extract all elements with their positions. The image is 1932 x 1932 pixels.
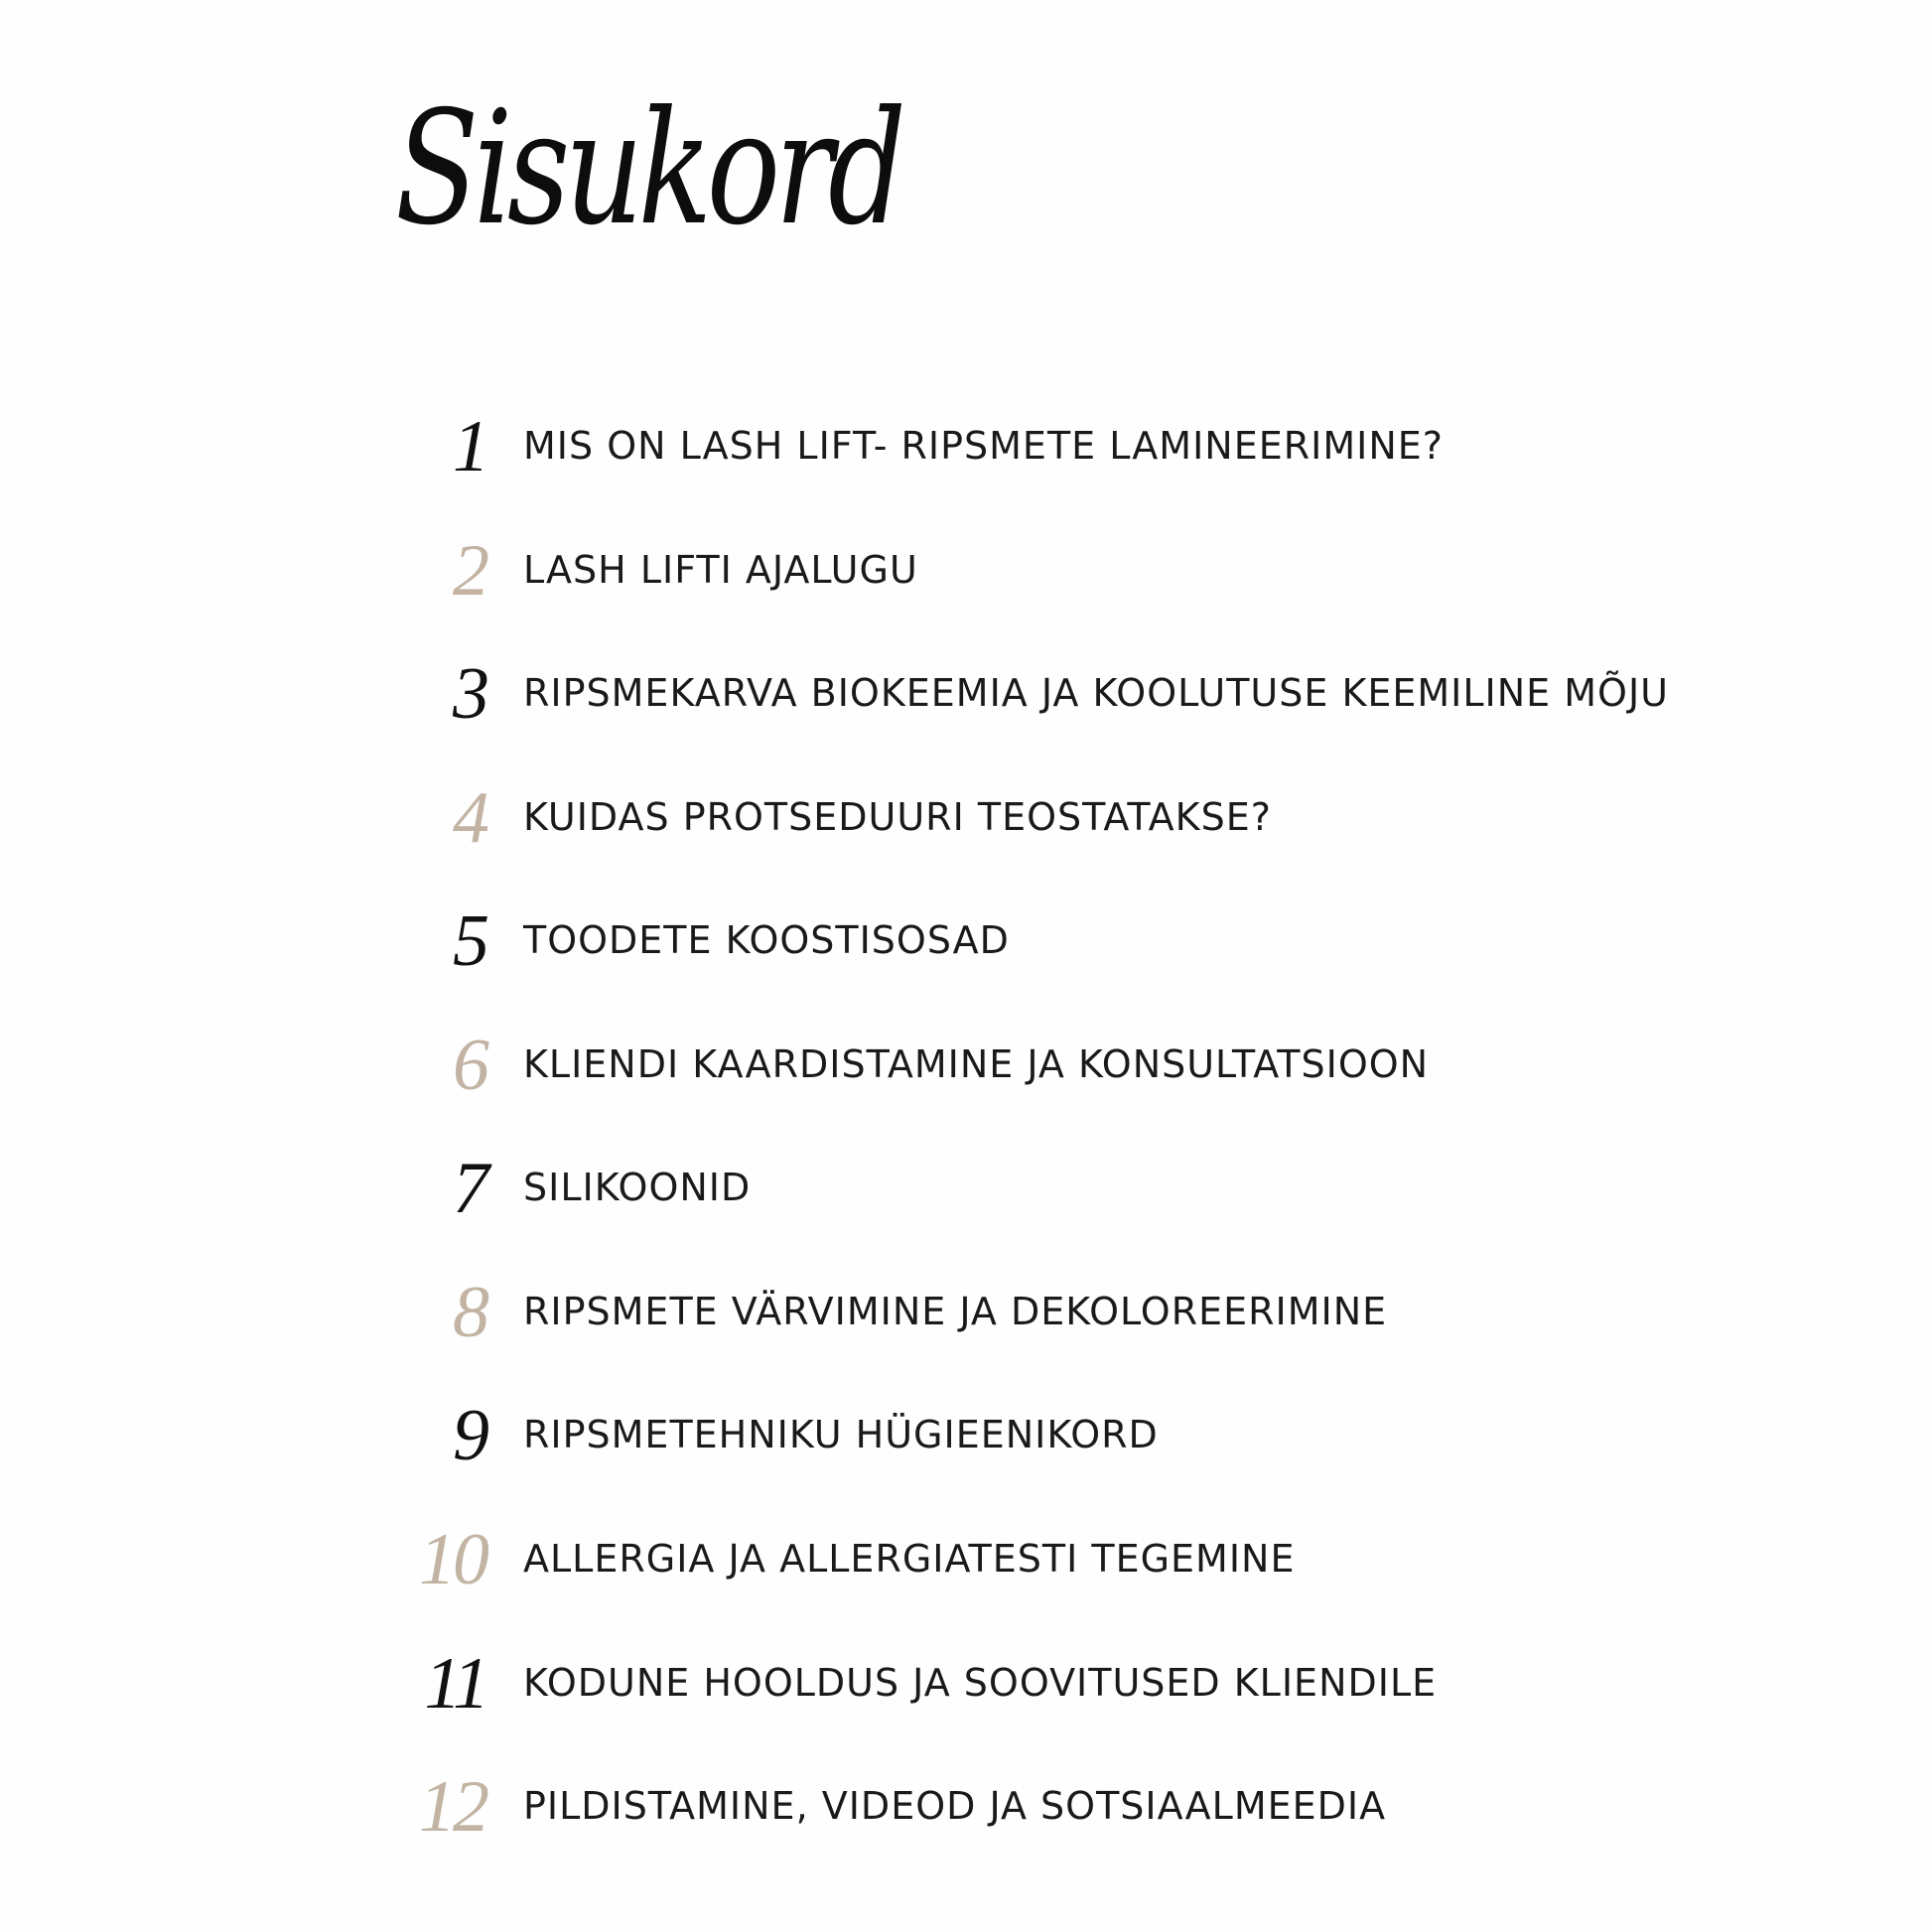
toc-number: 3 [453,653,486,735]
toc-item-9 [0,1381,1932,1504]
toc-item-1 [0,392,1932,515]
toc-number: 10 [419,1519,486,1600]
toc-number: 6 [453,1025,486,1106]
toc-item-3 [0,639,1932,762]
toc-number: 8 [453,1272,486,1353]
toc-number: 4 [453,777,486,859]
toc-number: 7 [453,1148,486,1229]
toc-item-12 [0,1752,1932,1875]
toc-label: KODUNE HOOLDUS JA SOOVITUSED KLIENDILE [523,1661,1438,1705]
toc-item-2 [0,516,1932,639]
toc-number: 1 [453,406,486,487]
toc-label: LASH LIFTI AJALUGU [523,548,918,592]
toc-label: MIS ON LASH LIFT- RIPSMETE LAMINEERIMINE? [523,424,1444,468]
toc-label: RIPSMETE VÄRVIMINE JA DEKOLOREERIMINE [523,1290,1388,1333]
toc-label: RIPSMETEHNIKU HÜGIEENIKORD [523,1413,1159,1456]
toc-item-10 [0,1505,1932,1628]
toc-number: 9 [453,1395,486,1476]
toc-number: 5 [453,900,486,982]
toc-label: RIPSMEKARVA BIOKEEMIA JA KOOLUTUSE KEEMILINE MÕJU [523,671,1669,715]
toc-item-4 [0,763,1932,887]
toc-label: KUIDAS PROTSEDUURI TEOSTATAKSE? [523,795,1272,839]
toc-label: PILDISTAMINE, VIDEOD JA SOTSIAALMEEDIA [523,1784,1387,1828]
toc-item-7 [0,1134,1932,1257]
toc-item-6 [0,1011,1932,1134]
toc-item-5 [0,887,1932,1010]
toc-number: 2 [453,530,486,612]
toc-item-8 [0,1258,1932,1381]
page-title: Sisukord [395,77,901,260]
toc-label: TOODETE KOOSTISOSAD [523,918,1010,962]
toc-item-11 [0,1629,1932,1752]
toc-label: ALLERGIA JA ALLERGIATESTI TEGEMINE [523,1537,1296,1581]
toc-label: KLIENDI KAARDISTAMINE JA KONSULTATSIOON [523,1042,1430,1086]
toc-number: 12 [419,1766,486,1848]
toc-label: SILIKOONID [523,1166,752,1209]
toc-number: 11 [424,1643,486,1725]
